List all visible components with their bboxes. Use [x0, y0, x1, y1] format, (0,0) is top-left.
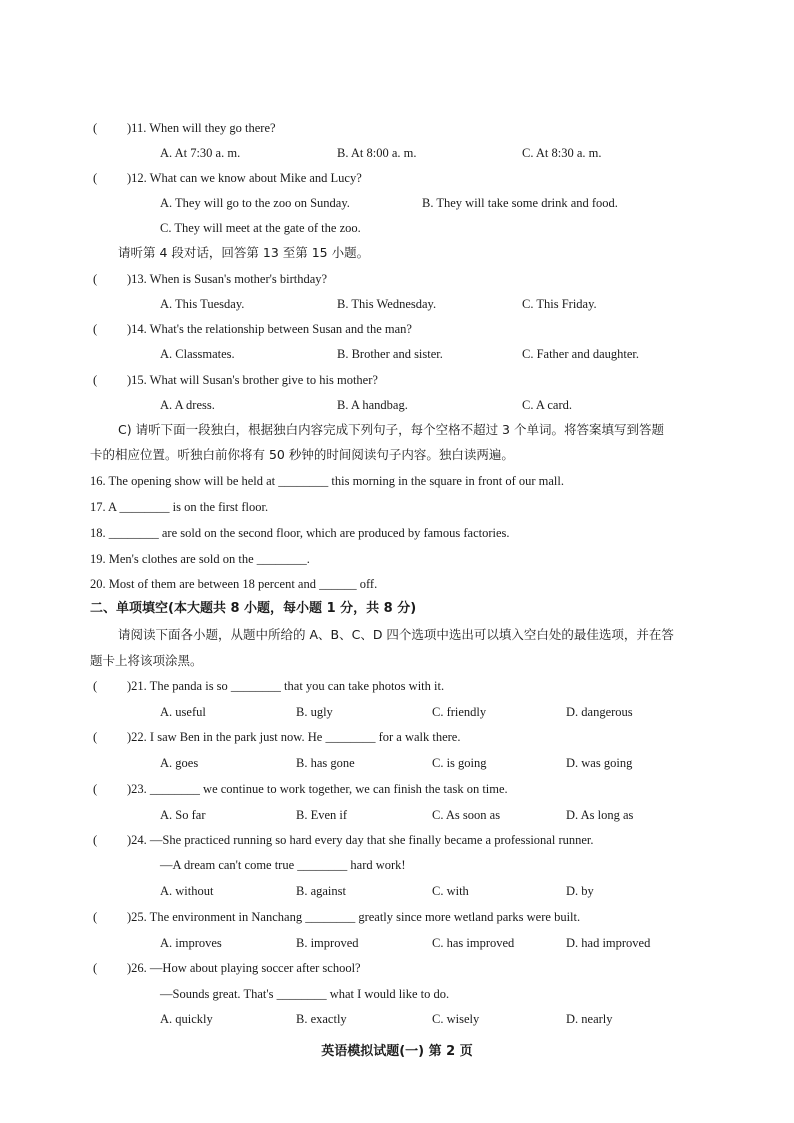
- q14-option-a: A. Classmates.: [160, 347, 235, 361]
- q23-option-b: B. Even if: [296, 808, 348, 822]
- answer-paren: (: [93, 121, 98, 135]
- q23-option-d: D. As long as: [566, 808, 634, 822]
- question-26-reply: —Sounds great. That's ________ what I would like to do.: [160, 987, 450, 1001]
- q22-option-a: A. goes: [160, 756, 199, 770]
- answer-paren: (: [93, 373, 98, 387]
- q26-option-b: B. exactly: [296, 1012, 347, 1026]
- answer-paren: (: [93, 782, 98, 796]
- q13-option-c: C. This Friday.: [522, 297, 597, 311]
- q12-option-c: C. They will meet at the gate of the zoo.: [160, 221, 361, 235]
- question-26: )26. —How about playing soccer after school?: [127, 961, 361, 975]
- question-15: )15. What will Susan's brother give to his mother?: [127, 373, 378, 387]
- fill-item-17: 17. A ________ is on the first floor.: [90, 500, 269, 514]
- question-24-reply: —A dream can't come true ________ hard work!: [160, 858, 406, 872]
- answer-paren: (: [93, 961, 98, 975]
- q14-option-c: C. Father and daughter.: [522, 347, 639, 361]
- page-footer: 英语模拟试题(一) 第 2 页: [321, 1044, 473, 1059]
- fill-item-19: 19. Men's clothes are sold on the ________.: [90, 552, 310, 566]
- dialogue-4-instruction: 请听第 4 段对话，回答第 13 至第 15 小题。: [118, 245, 370, 260]
- q24-option-b: B. against: [296, 884, 346, 898]
- q26-option-a: A. quickly: [160, 1012, 213, 1026]
- fill-item-16: 16. The opening show will be held at ________ this morning in the square in front of our mall.: [90, 474, 565, 488]
- q26-option-d: D. nearly: [566, 1012, 613, 1026]
- q21-option-a: A. useful: [160, 705, 206, 719]
- q26-option-c: C. wisely: [432, 1012, 480, 1026]
- fill-item-20: 20. Most of them are between 18 percent and ______ off.: [90, 577, 378, 591]
- answer-paren: (: [93, 833, 98, 847]
- part-c-instruction-1: C) 请听下面一段独白，根据独白内容完成下列句子，每个空格不超过 3 个单词。将答案填写到答题: [118, 422, 664, 437]
- section-2-instruction-2: 题卡上将该项涂黑。: [90, 653, 203, 668]
- question-22: )22. I saw Ben in the park just now. He ________ for a walk there.: [127, 730, 461, 744]
- question-14: )14. What's the relationship between Susan and the man?: [127, 322, 412, 336]
- section-2-title: 二、单项填空(本大题共 8 小题，每小题 1 分，共 8 分): [90, 601, 417, 616]
- q11-option-a: A. At 7:30 a. m.: [160, 146, 241, 160]
- q12-option-a: A. They will go to the zoo on Sunday.: [160, 196, 350, 210]
- q22-option-c: C. is going: [432, 756, 487, 770]
- q21-option-c: C. friendly: [432, 705, 487, 719]
- q12-option-b: B. They will take some drink and food.: [422, 196, 618, 210]
- q14-option-b: B. Brother and sister.: [337, 347, 443, 361]
- q11-option-c: C. At 8:30 a. m.: [522, 146, 602, 160]
- answer-paren: (: [93, 679, 98, 693]
- q15-option-b: B. A handbag.: [337, 398, 408, 412]
- question-12: )12. What can we know about Mike and Lucy?: [127, 171, 362, 185]
- q25-option-c: C. has improved: [432, 936, 515, 950]
- q24-option-d: D. by: [566, 884, 594, 898]
- section-2-instruction-1: 请阅读下面各小题，从题中所给的 A、B、C、D 四个选项中选出可以填入空白处的最佳选项，并在答: [118, 627, 674, 642]
- q15-option-c: C. A card.: [522, 398, 572, 412]
- q22-option-b: B. has gone: [296, 756, 355, 770]
- q13-option-a: A. This Tuesday.: [160, 297, 245, 311]
- q13-option-b: B. This Wednesday.: [337, 297, 437, 311]
- question-23: )23. ________ we continue to work together, we can finish the task on time.: [127, 782, 508, 796]
- q21-option-d: D. dangerous: [566, 705, 633, 719]
- q25-option-d: D. had improved: [566, 936, 651, 950]
- fill-item-18: 18. ________ are sold on the second floor, which are produced by famous factories.: [90, 526, 510, 540]
- question-25: )25. The environment in Nanchang ________ greatly since more wetland parks were built.: [127, 910, 581, 924]
- q11-option-b: B. At 8:00 a. m.: [337, 146, 417, 160]
- q22-option-d: D. was going: [566, 756, 633, 770]
- q24-option-a: A. without: [160, 884, 214, 898]
- q23-option-c: C. As soon as: [432, 808, 501, 822]
- question-13: )13. When is Susan's mother's birthday?: [127, 272, 328, 286]
- answer-paren: (: [93, 272, 98, 286]
- part-c-instruction-2: 卡的相应位置。听独白前你将有 50 秒钟的时间阅读句子内容。独白读两遍。: [90, 447, 514, 462]
- q23-option-a: A. So far: [160, 808, 206, 822]
- question-24: )24. —She practiced running so hard every day that she finally became a professional runner.: [127, 833, 594, 847]
- q25-option-b: B. improved: [296, 936, 359, 950]
- question-21: )21. The panda is so ________ that you can take photos with it.: [127, 679, 445, 693]
- q24-option-c: C. with: [432, 884, 469, 898]
- answer-paren: (: [93, 730, 98, 744]
- q15-option-a: A. A dress.: [160, 398, 215, 412]
- q25-option-a: A. improves: [160, 936, 222, 950]
- answer-paren: (: [93, 910, 98, 924]
- answer-paren: (: [93, 322, 98, 336]
- question-11: )11. When will they go there?: [127, 121, 276, 135]
- answer-paren: (: [93, 171, 98, 185]
- q21-option-b: B. ugly: [296, 705, 333, 719]
